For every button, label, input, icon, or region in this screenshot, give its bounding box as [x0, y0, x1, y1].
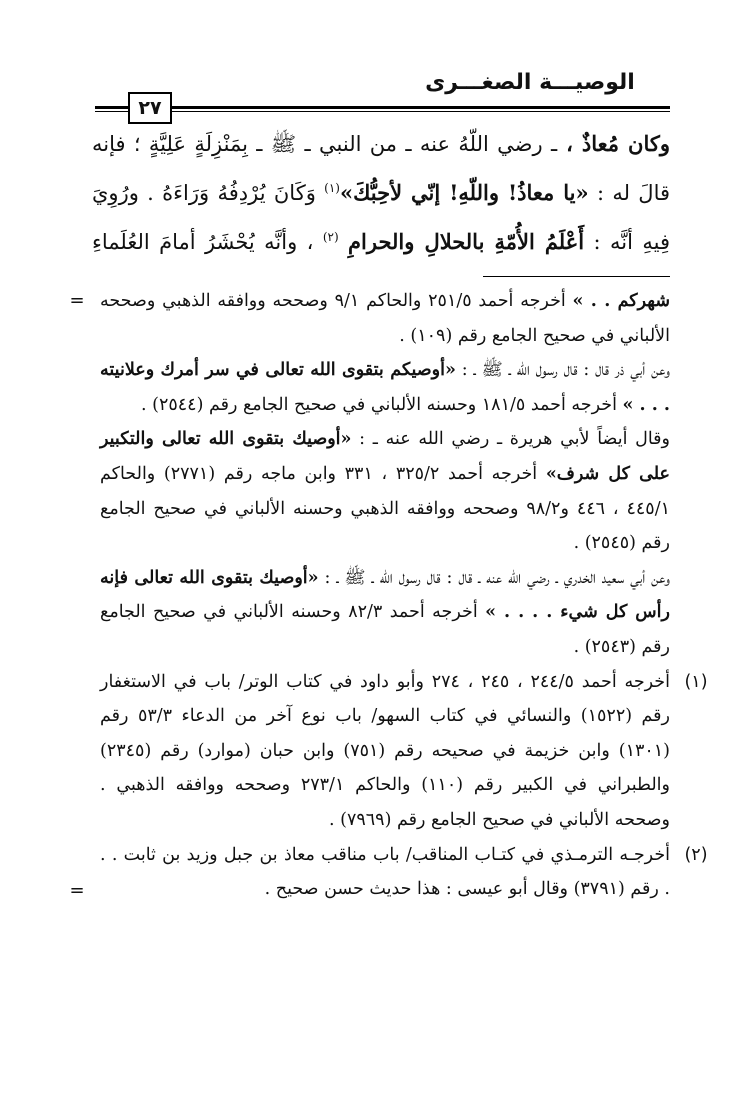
footnote-2-marker: (٢) — [684, 844, 708, 865]
footnote-rule — [483, 276, 670, 277]
footnote-cont-hl-3: «أوصيك بتقوى الله تعالى والتكبير على كل شرف» — [100, 429, 670, 484]
continuation-mark-bottom: = — [69, 879, 85, 901]
main-text-line1b: ـ رضي اللّهُ عنه ـ من النبي ـ ﷺ ـ بِمَنْزِلَةٍ عَلِيَّةٍ ؛ فإنه قالَ له : — [92, 132, 670, 205]
main-text-line1a: وكان مُعاذٌ ، — [557, 131, 670, 156]
footnote-cont-hl-2: «أوصيكم بتقوى الله تعالى في سر أمرك وعلانيته . . . » — [100, 360, 670, 415]
footnote-continuation — [69, 284, 670, 665]
footnote-cont-para-3 — [100, 422, 670, 560]
footnote-cont-para-4 — [100, 561, 670, 665]
footnote-cont-para-2 — [100, 353, 670, 422]
main-text-line3: ، وأنَّه يُحْشَرُ أمامَ العُلَماءِ — [92, 230, 323, 254]
footnote-cont-hl-1: شهركم . . » — [572, 291, 670, 311]
main-text — [92, 122, 670, 264]
running-title: الوصيـــة الصغـــرى — [425, 70, 635, 95]
main-text-phrase2: أَعْلَمُ الأُمّةِ بالحلالِ والحرامِ — [348, 229, 585, 254]
footnote-cont-text-1: أخرجه أحمد ٢٥١/٥ والحاكم ٩/١ وصححه ووافقه الذهبي وصححه الألباني في صحيح الجامع رقم (١٠٩) . — [100, 291, 670, 346]
footnote-cont-text-3b: أخرجه أحمد ٣٢٥/٢ ، ٣٣١ وابن ماجه رقم (٢٧٧١) والحاكم ٤٤٥/١ ، ٤٤٦ و٩٨/٢ وصححه ووافقه الذهبي وحسنه الألباني في صحيح الجامع رقم (٢٥٤٥) . — [100, 463, 670, 554]
footnote-cont-text-2a: وعن أبي ذر قال : قال رسول الله ـ ﷺ ـ : — [455, 360, 670, 381]
footnote-cont-hl-4: «أوصيك بتقوى الله تعالى فإنه رأس كل شيء . . . . » — [100, 567, 670, 623]
footnote-ref-2[interactable]: (٢) — [322, 230, 339, 244]
page-number: ٢٧ — [128, 92, 172, 124]
footnote-ref-1[interactable]: (١) — [324, 181, 340, 195]
footnote-cont-text-4a: وعن أبي سعيد الخدري ـ رضي الله عنه ـ قال : قال رسول الله ـ ﷺ ـ : — [318, 567, 670, 588]
main-paragraph — [92, 122, 670, 264]
header-rule — [95, 106, 670, 109]
footnote-2-text: أخرجـه الترمـذي في كتـاب المناقب/ باب مناقب معاذ بن جبل وزيد بن ثابت . . . رقم (٣٧٩١) وقال أبو عيسى : هذا حديث حسن صحيح . — [100, 844, 670, 900]
footnote-cont-para-1 — [100, 284, 670, 353]
footnote-1 — [100, 665, 708, 838]
footnote-1-text: أخرجه أحمد ٢٤٤/٥ ، ٢٤٥ ، ٢٧٤ وأبو داود في كتاب الوتر/ باب في الاستغفار رقم (١٥٢٢) والنسائي في كتاب السهو/ باب نوع آخر من الدعاء ٥٣/٣ رقم (١٣٠١) وابن خزيمة في صحيحه رقم (٧٥١) وابن حبان (موارد) رقم (٢٣٤٥) والطبراني في الكبير رقم (١١٠) والحاكم ٢٧٣/١ وصححه ووافقه الذهبي . وصححه الألباني في صحيح الجامع رقم (٧٩٦٩) . — [100, 671, 671, 830]
footnote-cont-text-3a: وقال أيضاً لأبي هريرة ـ رضي الله عنه ـ : — [351, 429, 670, 450]
footnote-1-marker: (١) — [684, 671, 708, 692]
footnotes — [69, 284, 708, 907]
footnote-cont-text-4b: أخرجه أحمد ٨٢/٣ وحسنه الألباني في صحيح الجامع رقم (٢٥٤٣) . — [100, 602, 670, 657]
footnote-2 — [69, 838, 708, 907]
continuation-mark-top: = — [69, 290, 85, 311]
footnote-cont-text-2b: أخرجه أحمد ١٨١/٥ وحسنه الألباني في صحيح الجامع رقم (٢٥٤٤) . — [141, 394, 623, 415]
header-rule-thin — [95, 111, 670, 112]
hadith-quote: «يا معاذُ! واللّهِ! إنّي لأحِبُّكَ» — [339, 180, 589, 205]
main-text-line2: وَكَانَ يُرْدِفُهُ وَرَاءَهُ . ورُوِيَ فِيهِ أنَّه : — [92, 181, 670, 254]
